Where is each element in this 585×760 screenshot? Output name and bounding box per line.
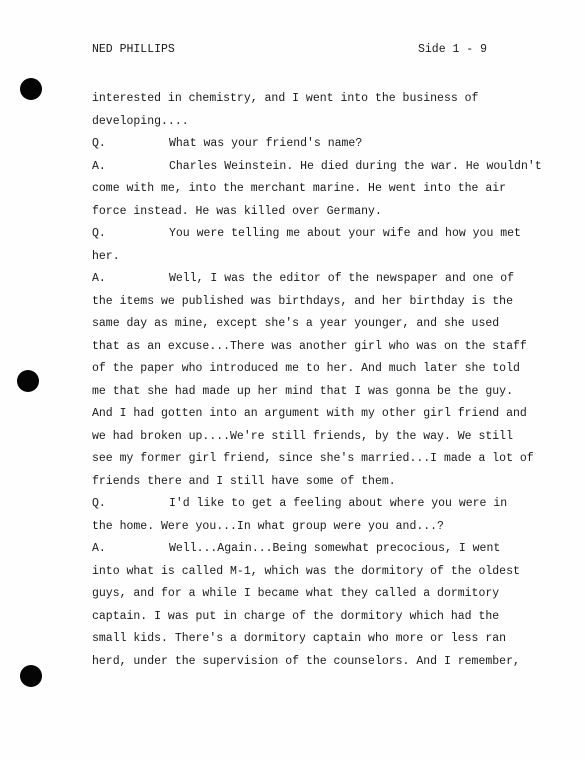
speaker-label: A. bbox=[92, 542, 106, 555]
transcript-line bbox=[92, 561, 572, 584]
transcript-line bbox=[92, 156, 572, 179]
line-text: I'd like to get a feeling about where you were in bbox=[169, 497, 508, 510]
line-text: see my former girl friend, since she's married...I made a lot of bbox=[92, 452, 534, 465]
transcript-line bbox=[92, 426, 572, 449]
transcript-line bbox=[92, 583, 572, 606]
line-text: of the paper who introduced me to her. And much later she told bbox=[92, 362, 520, 375]
line-text: Well...Again...Being somewhat precocious, I went bbox=[169, 542, 501, 555]
speaker-label: Q. bbox=[92, 497, 106, 510]
line-text: Charles Weinstein. He died during the war. He wouldn't bbox=[169, 159, 542, 173]
line-text: small kids. There's a dormitory captain who more or less ran bbox=[92, 632, 507, 645]
page-header bbox=[92, 43, 487, 56]
transcript-line bbox=[92, 628, 572, 651]
line-text: You were telling me about your wife and how you met bbox=[169, 227, 521, 240]
line-text: guys, and for a while I became what they called a dormitory bbox=[92, 587, 500, 600]
speaker-label: Q. bbox=[92, 227, 106, 240]
line-text: captain. I was put in charge of the dormitory which had the bbox=[92, 609, 500, 623]
transcript-line bbox=[92, 133, 572, 156]
line-text: friends there and I still have some of them. bbox=[92, 474, 396, 488]
line-text: same day as mine, except she's a year younger, and she used bbox=[92, 317, 500, 330]
transcript-line bbox=[92, 403, 572, 426]
page-number: Side 1 - 9 bbox=[417, 43, 487, 56]
line-text: the home. Were you...In what group were you and...? bbox=[92, 519, 444, 533]
interviewee-name: NED PHILLIPS bbox=[92, 43, 175, 56]
line-text: me that she had made up her mind that I was gonna be the guy. bbox=[92, 384, 513, 398]
transcript-line bbox=[92, 493, 572, 516]
line-text: developing.... bbox=[92, 114, 189, 128]
transcript-line bbox=[92, 223, 572, 246]
binder-hole-middle bbox=[17, 370, 39, 392]
transcript-body bbox=[92, 88, 572, 673]
transcript-line bbox=[92, 606, 572, 629]
transcript-line bbox=[92, 268, 572, 291]
transcript-line bbox=[92, 291, 572, 314]
transcript-line bbox=[92, 178, 572, 201]
line-text: come with me, into the merchant marine. He went into the air bbox=[92, 182, 507, 195]
transcript-line bbox=[92, 516, 572, 539]
transcript-line bbox=[92, 651, 572, 674]
binder-hole-bottom bbox=[20, 665, 42, 687]
line-text: her. bbox=[92, 249, 120, 263]
speaker-label: A. bbox=[92, 159, 106, 173]
transcript-line bbox=[92, 381, 572, 404]
line-text: Well, I was the editor of the newspaper and one of bbox=[169, 272, 515, 285]
speaker-label: Q. bbox=[92, 137, 106, 150]
line-text: we had broken up....We're still friends, by the way. We still bbox=[92, 429, 513, 443]
speaker-label: A. bbox=[92, 272, 106, 285]
transcript-line bbox=[92, 313, 572, 336]
binder-hole-top bbox=[20, 78, 42, 100]
transcript-line bbox=[92, 336, 572, 359]
line-text: the items we published was birthdays, and her birthday is the bbox=[92, 294, 513, 308]
transcript-line bbox=[92, 201, 572, 224]
line-text: interested in chemistry, and I went into the business of bbox=[92, 92, 479, 105]
line-text: And I had gotten into an argument with my other girl friend and bbox=[92, 407, 527, 420]
transcript-line bbox=[92, 538, 572, 561]
line-text: into what is called M-1, which was the dormitory of the oldest bbox=[92, 564, 520, 578]
line-text: that as an excuse...There was another girl who was on the staff bbox=[92, 339, 527, 353]
transcript-line bbox=[92, 358, 572, 381]
transcript-line bbox=[92, 448, 572, 471]
transcript-line bbox=[92, 111, 572, 134]
transcript-line bbox=[92, 246, 572, 269]
transcript-line bbox=[92, 471, 572, 494]
line-text: force instead. He was killed over Germany. bbox=[92, 204, 382, 218]
line-text: herd, under the supervision of the counselors. And I remember, bbox=[92, 654, 520, 668]
transcript-line bbox=[92, 88, 572, 111]
line-text: What was your friend's name? bbox=[169, 137, 363, 150]
